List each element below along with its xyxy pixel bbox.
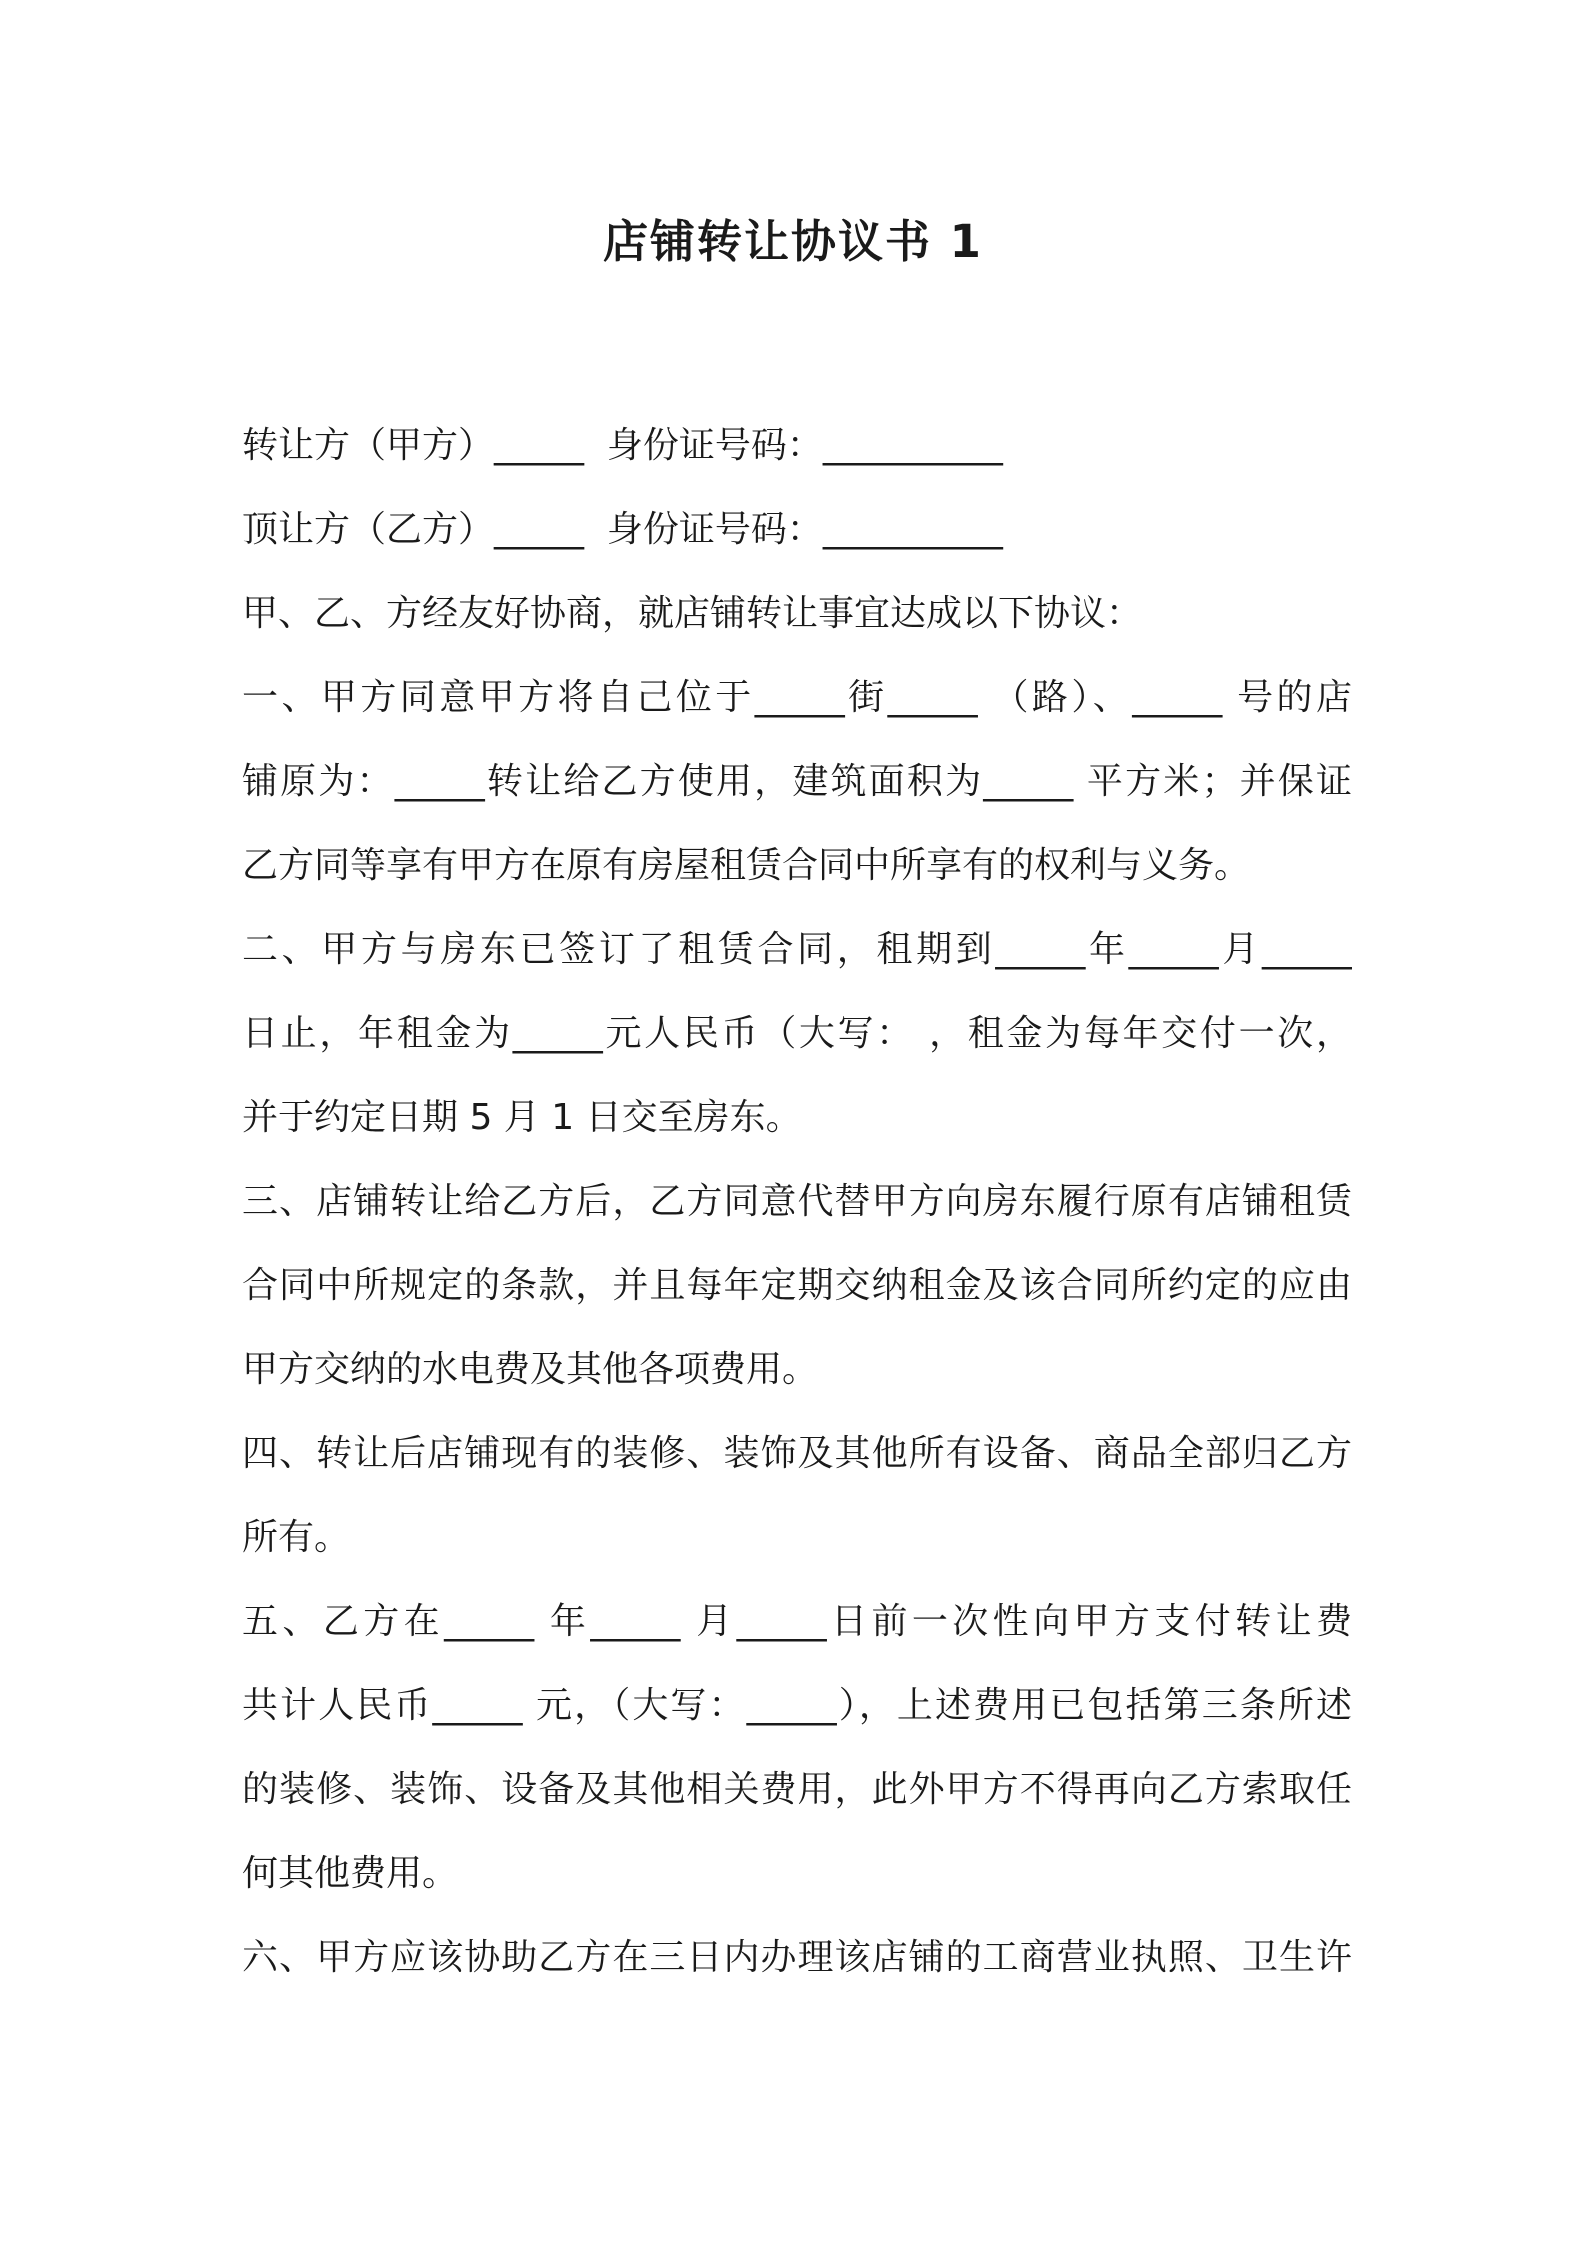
agreement-intro: 甲、乙、方经友好协商，就店铺转让事宜达成以下协议： xyxy=(242,593,1143,634)
clause-2-line-3: 并于约定日期 5 月 1 日交至房东。 xyxy=(242,1097,802,1138)
clause-5-line-2: 共计人民币_____ 元，（大写：_____），上述费用已包括第三条所述 xyxy=(242,1685,1352,1726)
document-title: 店铺转让协议书 1 xyxy=(603,215,983,268)
clause-1-line-3: 乙方同等享有甲方在原有房屋租赁合同中所享有的权利与义务。 xyxy=(242,845,1251,886)
clause-4-line-1: 四、转让后店铺现有的装修、装饰及其他所有设备、商品全部归乙方 xyxy=(242,1433,1352,1474)
clause-4-line-2: 所有。 xyxy=(242,1517,351,1558)
clause-2-line-2: 日止，年租金为_____元人民币（大写： ，租金为每年交付一次， xyxy=(242,1013,1352,1054)
clause-1-line-2: 铺原为：_____转让给乙方使用，建筑面积为_____ 平方米；并保证 xyxy=(242,761,1352,802)
party-b-line: 顶让方（乙方）_____ 身份证号码：__________ xyxy=(242,509,1003,550)
party-a-line: 转让方（甲方）_____ 身份证号码：__________ xyxy=(242,425,1003,466)
clause-2-line-1: 二、甲方与房东已签订了租赁合同，租期到_____年_____月_____ xyxy=(242,929,1352,970)
clause-5-line-4: 何其他费用。 xyxy=(242,1853,459,1894)
clause-3-line-3: 甲方交纳的水电费及其他各项费用。 xyxy=(242,1349,819,1390)
clause-3-line-2: 合同中所规定的条款，并且每年定期交纳租金及该合同所约定的应由 xyxy=(242,1265,1352,1306)
clause-3-line-1: 三、店铺转让给乙方后，乙方同意代替甲方向房东履行原有店铺租赁 xyxy=(242,1181,1352,1222)
clause-1-line-1: 一、甲方同意甲方将自己位于_____街_____ （路）、_____ 号的店 xyxy=(242,677,1352,718)
clause-5-line-1: 五、乙方在_____ 年_____ 月_____日前一次性向甲方支付转让费 xyxy=(242,1601,1352,1642)
clause-6-line-1: 六、甲方应该协助乙方在三日内办理该店铺的工商营业执照、卫生许 xyxy=(242,1937,1352,1978)
clause-5-line-3: 的装修、装饰、设备及其他相关费用，此外甲方不得再向乙方索取任 xyxy=(242,1769,1352,1810)
document-body xyxy=(242,404,1352,2000)
